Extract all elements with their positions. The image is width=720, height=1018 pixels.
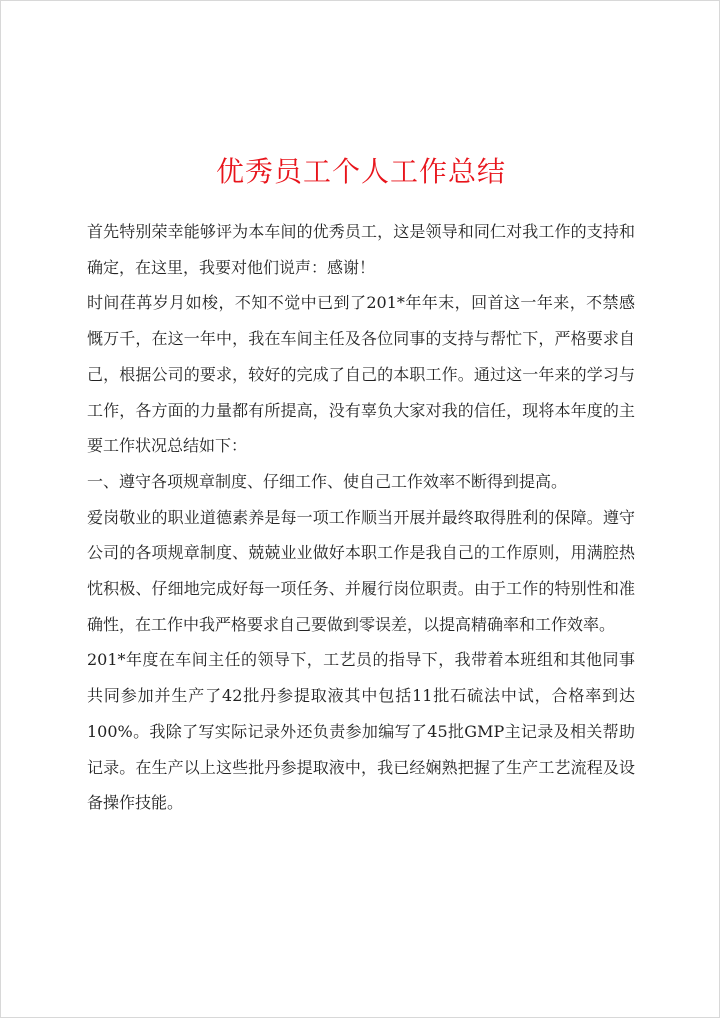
paragraph-production: 201*年度在车间主任的领导下，工艺员的指导下，我带着本班组和其他同事共同参加并生产了42批丹参提取液其中包括11批石硫法中试，合格率到达100%。我除了写实际记录外还负责参加编写了45批GMP主记录及相关帮助记录。在生产以上这些批丹参提取液中，我已经娴熟把握了生产工艺流程及设备操作技能。	[87, 650, 635, 813]
document-body	[87, 214, 635, 821]
document-title: 优秀员工个人工作总结	[215, 155, 506, 188]
paragraph-work-ethic: 爱岗敬业的职业道德素养是每一项工作顺当开展并最终取得胜利的保障。遵守公司的各项规章制度、兢兢业业做好本职工作是我自己的工作原则，用满腔热忱积极、仔细地完成好每一项任务、并履行岗位职责。由于工作的特别性和准确性，在工作中我严格要求自己要做到零误差，以提高精确率和工作效率。	[87, 507, 635, 634]
paragraph-thanks: 首先特别荣幸能够评为本车间的优秀员工，这是领导和同仁对我工作的支持和确定，在这里，我要对他们说声：感谢！	[87, 222, 635, 277]
section-heading-1: 一、遵守各项规章制度、仔细工作、使自己工作效率不断得到提高。	[87, 471, 568, 491]
paragraph-overview: 时间荏苒岁月如梭，不知不觉中已到了201*年年末，回首这一年来，不禁感慨万千，在这一年中，我在车间主任及各位同事的支持与帮忙下，严格要求自己，根据公司的要求，较好的完成了自己的本职工作。通过这一年来的学习与工作，各方面的力量都有所提高，没有辜负大家对我的信任，现将本年度的主要工作状况总结如下：	[87, 293, 635, 456]
